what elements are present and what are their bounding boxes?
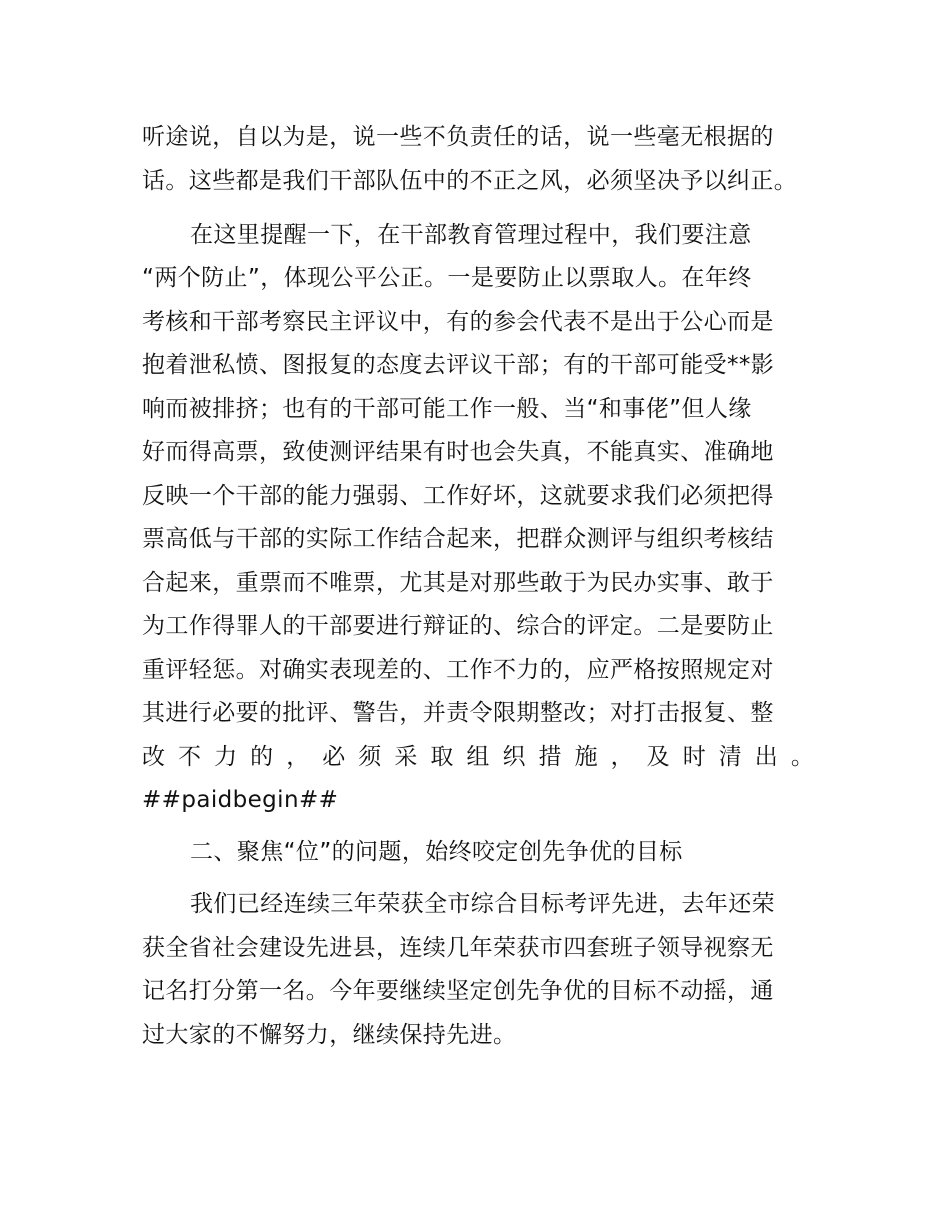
glyph: 改 — [142, 744, 165, 770]
text-line: 好而得高票，致使测评结果有时也会失真，不能真实、准确地 — [142, 439, 774, 465]
text-line: 响而被排挤；也有的干部可能工作一般、当“和事佬”但人缘 — [142, 396, 752, 422]
glyph: 力 — [214, 744, 238, 770]
text-line: 票高低与干部的实际工作结合起来，把群众测评与组织考核结 — [142, 526, 774, 552]
text-line: 在这里提醒一下，在干部教育管理过程中，我们要注意 — [190, 222, 752, 248]
heading-line: 二、聚焦“位”的问题，始终咬定创先争优的目标 — [190, 839, 683, 865]
glyph: 施 — [574, 744, 598, 770]
text-line: 抱着泄私愤、图报复的态度去评议干部；有的干部可能受**影 — [142, 352, 775, 378]
glyph: 采 — [394, 744, 418, 770]
glyph: 须 — [358, 744, 382, 770]
glyph: 措 — [538, 744, 562, 770]
text-line: 话。这些都是我们干部队伍中的不正之风，必须坚决予以纠正。 — [142, 168, 798, 194]
text-line: 其进行必要的批评、警告，并责令限期整改；对打击报复、整 — [142, 700, 774, 726]
text-line: 为工作得罪人的干部要进行辩证的、综合的评定。二是要防止 — [142, 613, 774, 639]
glyph: 清 — [718, 744, 742, 770]
glyph: 出 — [754, 744, 778, 770]
text-line: 我们已经连续三年荣获全市综合目标考评先进，去年还荣 — [190, 891, 775, 917]
text-line: 过大家的不懈努力，继续保持先进。 — [142, 1022, 517, 1048]
text-line: 获全省社会建设先进县，连续几年荣获市四套班子领导视察无 — [142, 935, 774, 961]
glyph: 组 — [466, 744, 490, 770]
glyph: 织 — [502, 744, 526, 770]
glyph: 及 — [646, 744, 670, 770]
glyph: 时 — [682, 744, 706, 770]
glyph: 。 — [790, 744, 814, 770]
glyph: 必 — [322, 744, 346, 770]
paid-marker: ##paidbegin## — [142, 787, 339, 813]
glyph: 的 — [250, 744, 274, 770]
text-line-justified — [142, 742, 814, 772]
text-line: 重评轻惩。对确实表现差的、工作不力的，应严格按照规定对 — [142, 657, 774, 683]
text-line: “两个防止”，体现公平公正。一是要防止以票取人。在年终 — [142, 265, 752, 291]
text-line: 合起来，重票而不唯票，尤其是对那些敢于为民办实事、敢于 — [142, 570, 774, 596]
glyph: ， — [286, 744, 310, 770]
glyph: ， — [610, 744, 634, 770]
text-line: 考核和干部考察民主评议中，有的参会代表不是出于公心而是 — [142, 309, 774, 335]
glyph: 取 — [430, 744, 454, 770]
text-line: 反映一个干部的能力强弱、工作好坏，这就要求我们必须把得 — [142, 483, 774, 509]
text-line: 听途说，自以为是，说一些不负责任的话，说一些毫无根据的 — [142, 124, 774, 150]
glyph: 不 — [178, 744, 202, 770]
text-line: 记名打分第一名。今年要继续坚定创先争优的目标不动摇，通 — [142, 978, 774, 1004]
